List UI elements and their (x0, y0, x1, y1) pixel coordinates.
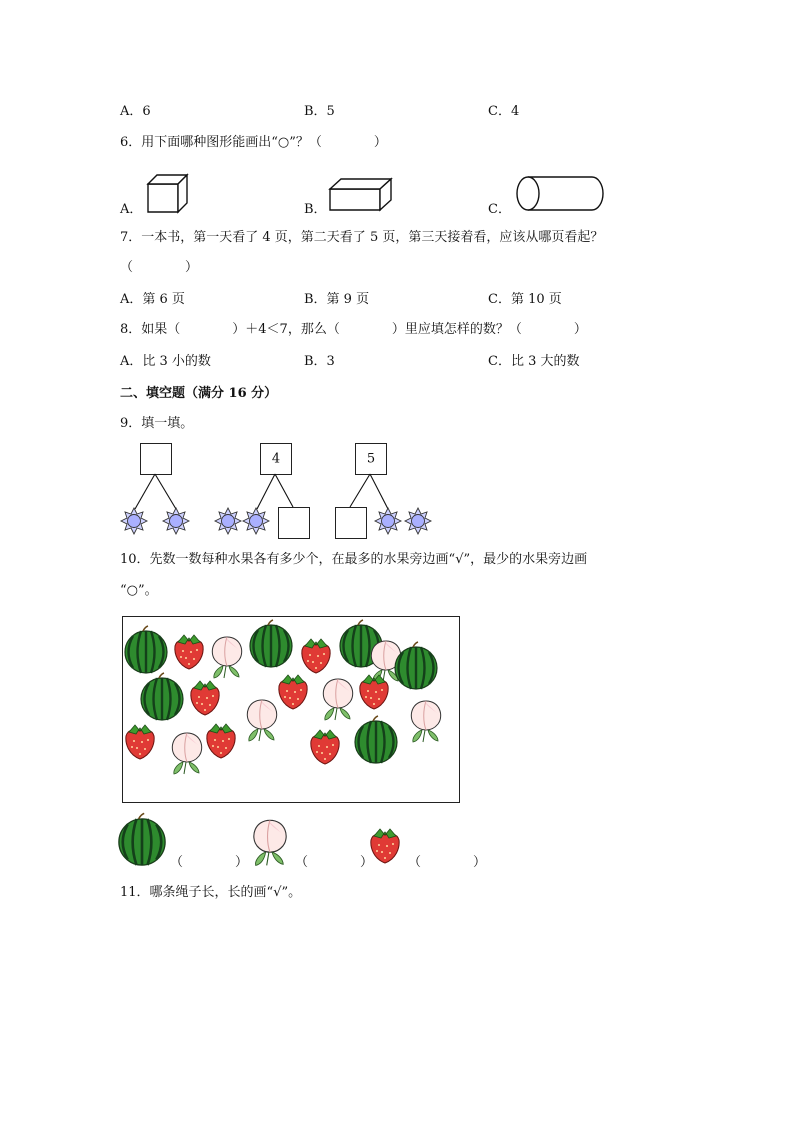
q8-stem: 8．如果（ ）＋4＜7，那么（ ）里应填怎样的数？（ ） (120, 322, 587, 337)
q10-peach-blank[interactable]: （ ） (295, 855, 374, 870)
q9-box-3-number: 5 (366, 451, 376, 467)
peach-icon (254, 820, 286, 865)
q8-option-a[interactable]: A．比 3 小的数 (120, 354, 211, 369)
q10-watermelon-blank[interactable]: （ ） (170, 855, 249, 870)
q6-stem: 6．用下面哪种图形能画出“○”？（ ） (120, 135, 387, 150)
q7-option-a[interactable]: A．第 6 页 (120, 292, 185, 307)
q10-stem-line2: “○”。 (120, 583, 158, 598)
q8-option-b[interactable]: B．3 (304, 354, 335, 369)
q6-option-b[interactable]: B． (304, 202, 327, 217)
q5-option-c[interactable]: C．4 (488, 104, 520, 119)
q5-option-a[interactable]: A．6 (120, 104, 151, 119)
q7-answer-blank[interactable]: （ ） (120, 260, 199, 275)
q6-option-a[interactable]: A． (120, 202, 143, 217)
q9-box-2-number: 4 (271, 451, 281, 467)
q9-stem: 9．填一填。 (120, 416, 194, 431)
q11-stem: 11．哪条绳子长，长的画“√”。 (120, 885, 302, 900)
q6-option-c[interactable]: C． (488, 202, 511, 217)
q5-option-b[interactable]: B．5 (304, 104, 335, 119)
q8-option-c[interactable]: C．比 3 大的数 (488, 354, 580, 369)
q7-option-c[interactable]: C．第 10 页 (488, 292, 562, 307)
q10-stem: 10．先数一数每种水果各有多少个，在最多的水果旁边画“√”，最少的水果旁边画 (120, 552, 588, 567)
q10-strawberry-blank[interactable]: （ ） (408, 855, 487, 870)
section-title: 二、填空题（满分 16 分） (120, 386, 278, 401)
q7-stem: 7．一本书，第一天看了 4 页，第二天看了 5 页，第三天接着看，应该从哪页看起？ (120, 230, 604, 245)
q7-option-b[interactable]: B．第 9 页 (304, 292, 370, 307)
watermelon-icon (119, 813, 165, 865)
strawberry-icon (371, 829, 399, 863)
